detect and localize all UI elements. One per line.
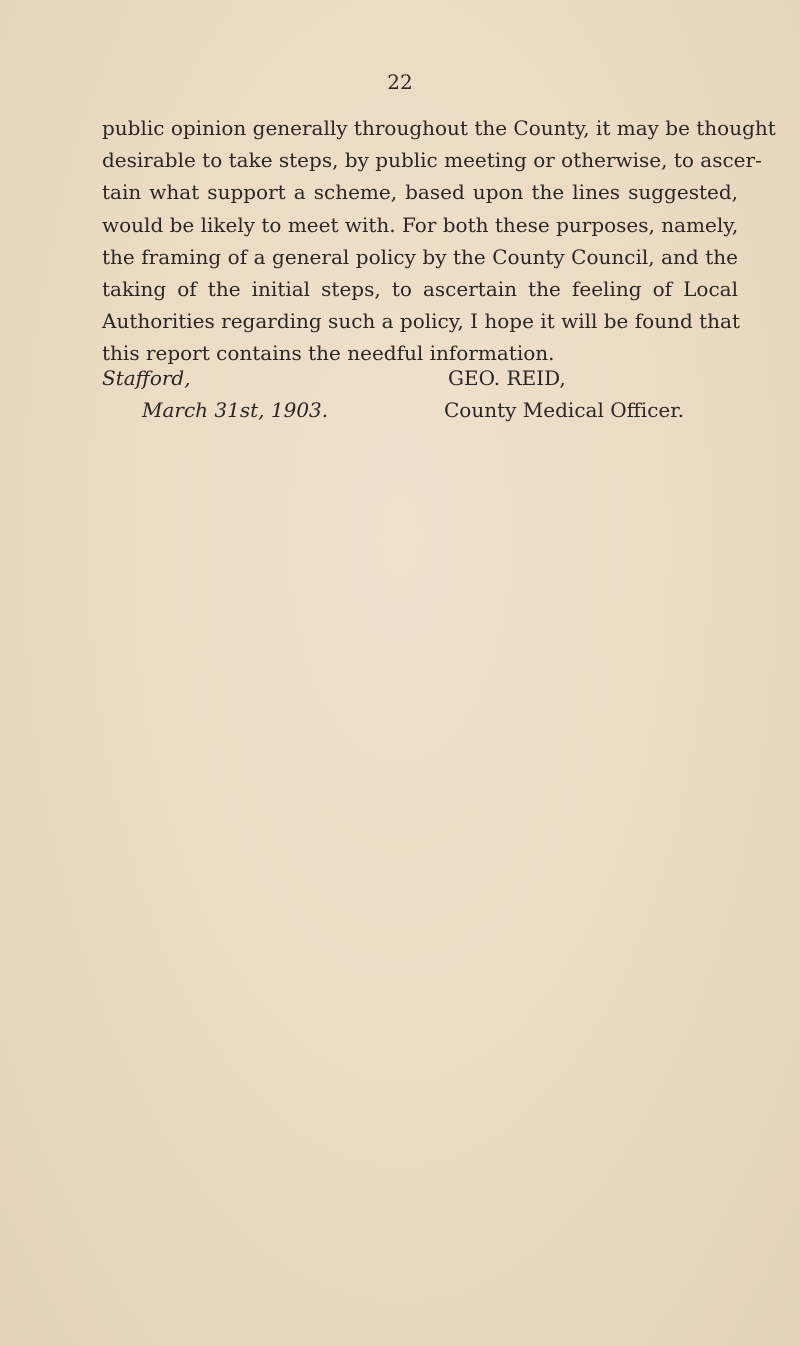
body-line: would be likely to meet with. For both these purposes, namely, <box>102 212 739 237</box>
signatory-name: GEO. REID, <box>448 366 566 390</box>
body-line: public opinion generally throughout the County, it may be thought <box>102 116 776 140</box>
body-line: the framing of a general policy by the County Council, and the <box>102 244 738 269</box>
body-paragraph <box>102 112 776 370</box>
signatory-title: County Medical Officer. <box>444 398 684 422</box>
date-line: March 31st, 1903. <box>142 398 329 422</box>
body-line: desirable to take steps, by public meeting or otherwise, to ascer- <box>102 148 762 173</box>
body-line: taking of the initial steps, to ascertain the feeling of Local <box>102 277 738 302</box>
place-line: Stafford, <box>102 366 191 390</box>
body-line: tain what support a scheme, based upon the lines suggested, <box>102 180 738 205</box>
page-number: 22 <box>387 70 413 94</box>
body-line: this report contains the needful information. <box>102 341 555 366</box>
body-line: Authorities regarding such a policy, I hope it will be found that <box>102 309 740 334</box>
